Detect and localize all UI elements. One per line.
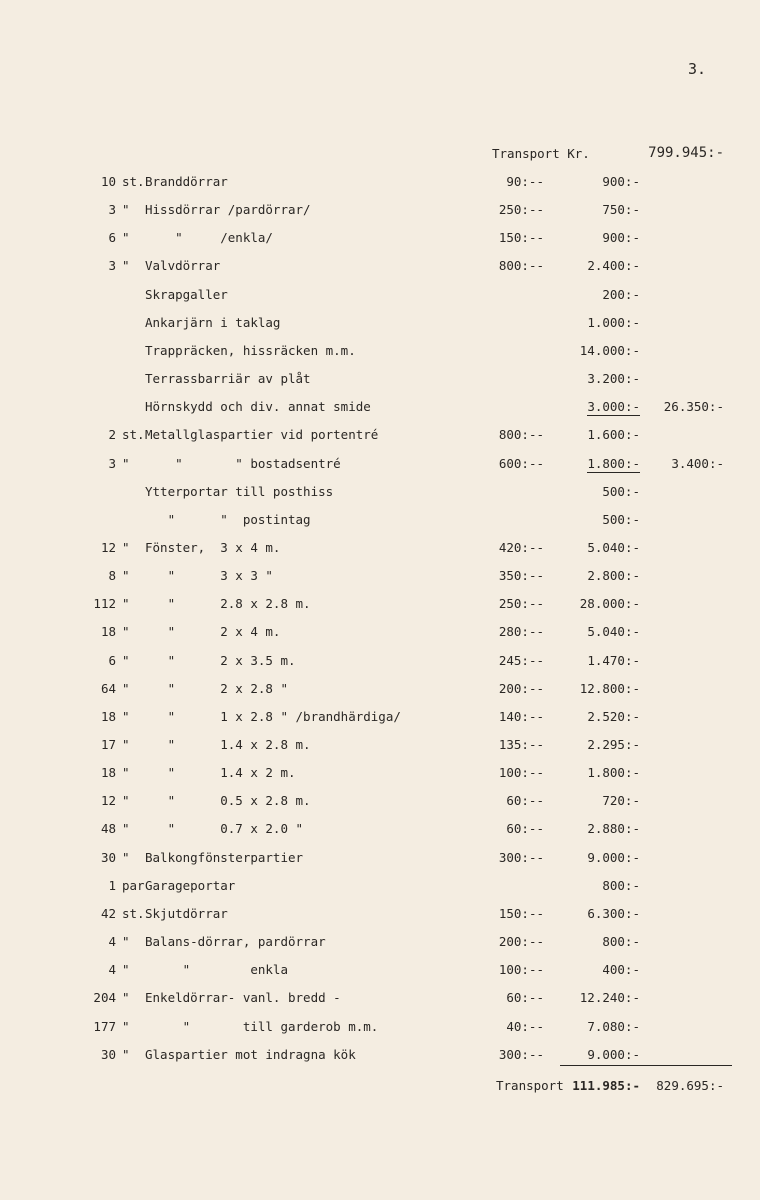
line-item-unit-price: 60:-- bbox=[506, 990, 544, 1005]
line-item-quantity: 3 bbox=[108, 258, 116, 273]
line-item-unit: st. bbox=[122, 906, 145, 921]
line-item-unit: " bbox=[122, 850, 130, 865]
line-item-quantity: 17 bbox=[100, 737, 116, 752]
line-item-unit: " bbox=[122, 821, 130, 836]
line-item-description: " 3 x 3 " bbox=[145, 568, 273, 583]
line-item-unit-price: 60:-- bbox=[506, 821, 544, 836]
line-item-quantity: 10 bbox=[100, 174, 116, 189]
line-item-row bbox=[0, 624, 760, 646]
line-item-row bbox=[0, 934, 760, 956]
line-item-total: 5.040:- bbox=[587, 624, 640, 639]
transport-header-amount: 799.945:- bbox=[648, 145, 724, 161]
line-item-row bbox=[0, 653, 760, 675]
line-item-quantity: 8 bbox=[108, 568, 116, 583]
line-item-row bbox=[0, 484, 760, 506]
line-item-row bbox=[0, 1019, 760, 1041]
line-item-unit-price: 800:-- bbox=[498, 427, 544, 442]
line-item-subtotal: 26.350:- bbox=[663, 399, 724, 414]
line-item-subtotal: 3.400:- bbox=[671, 456, 724, 471]
line-item-unit-price: 135:-- bbox=[498, 737, 544, 752]
line-item-total: 1.000:- bbox=[587, 315, 640, 330]
line-item-unit: " bbox=[122, 709, 130, 724]
line-item-quantity: 112 bbox=[93, 596, 116, 611]
line-item-unit-price: 200:-- bbox=[498, 934, 544, 949]
line-item-total: 1.800:- bbox=[587, 765, 640, 780]
line-item-unit-price: 245:-- bbox=[498, 653, 544, 668]
line-item-quantity: 48 bbox=[100, 821, 116, 836]
line-item-unit-price: 200:-- bbox=[498, 681, 544, 696]
line-item-total: 1.470:- bbox=[587, 653, 640, 668]
line-item-unit-price: 150:-- bbox=[498, 230, 544, 245]
line-item-row bbox=[0, 512, 760, 534]
line-item-row bbox=[0, 878, 760, 900]
line-item-description: " 0.7 x 2.0 " bbox=[145, 821, 304, 836]
line-item-description: Hissdörrar /pardörrar/ bbox=[145, 202, 311, 217]
line-item-row bbox=[0, 990, 760, 1012]
line-item-description: " 2.8 x 2.8 m. bbox=[145, 596, 311, 611]
line-item-description: " /enkla/ bbox=[145, 230, 273, 245]
line-item-total: 6.300:- bbox=[587, 906, 640, 921]
line-item-unit-price: 280:-- bbox=[498, 624, 544, 639]
line-item-unit-price: 100:-- bbox=[498, 765, 544, 780]
line-item-description: " 1.4 x 2 m. bbox=[145, 765, 296, 780]
line-item-unit: st. bbox=[122, 174, 145, 189]
line-item-unit-price: 600:-- bbox=[498, 456, 544, 471]
line-item-unit-price: 40:-- bbox=[506, 1019, 544, 1034]
line-item-row bbox=[0, 456, 760, 478]
line-item-description: Fönster, 3 x 4 m. bbox=[145, 540, 281, 555]
line-item-quantity: 3 bbox=[108, 456, 116, 471]
line-item-description: Ytterportar till posthiss bbox=[145, 484, 334, 499]
line-item-total: 500:- bbox=[602, 484, 640, 499]
line-item-total: 750:- bbox=[602, 202, 640, 217]
line-item-description: Enkeldörrar- vanl. bredd - bbox=[145, 990, 341, 1005]
line-item-unit: " bbox=[122, 765, 130, 780]
line-item-unit: " bbox=[122, 1047, 130, 1062]
line-item-unit: " bbox=[122, 1019, 130, 1034]
line-item-row bbox=[0, 174, 760, 196]
line-item-unit-price: 300:-- bbox=[498, 1047, 544, 1062]
line-item-total: 14.000:- bbox=[579, 343, 640, 358]
line-item-description: " " postintag bbox=[145, 512, 311, 527]
line-item-description: Skrapgaller bbox=[145, 287, 228, 302]
line-item-description: Balkongfönsterpartier bbox=[145, 850, 304, 865]
line-item-description: " 2 x 3.5 m. bbox=[145, 653, 296, 668]
line-item-quantity: 6 bbox=[108, 230, 116, 245]
line-item-row bbox=[0, 962, 760, 984]
line-item-total: 200:- bbox=[602, 287, 640, 302]
line-item-total: 1.600:- bbox=[587, 427, 640, 442]
line-item-total: 2.295:- bbox=[587, 737, 640, 752]
line-item-row bbox=[0, 371, 760, 393]
line-item-total: 5.040:- bbox=[587, 540, 640, 555]
line-item-quantity: 3 bbox=[108, 202, 116, 217]
line-item-unit: " bbox=[122, 258, 130, 273]
line-item-row bbox=[0, 399, 760, 421]
line-item-unit: " bbox=[122, 793, 130, 808]
line-item-quantity: 30 bbox=[100, 1047, 116, 1062]
transport-footer-amount: 111.985:- bbox=[572, 1078, 640, 1093]
transport-header-label: Transport Kr. bbox=[492, 146, 590, 161]
line-item-unit-price: 60:-- bbox=[506, 793, 544, 808]
line-item-total: 800:- bbox=[602, 878, 640, 893]
line-item-row bbox=[0, 737, 760, 759]
line-item-row bbox=[0, 765, 760, 787]
line-item-row bbox=[0, 427, 760, 449]
line-item-quantity: 30 bbox=[100, 850, 116, 865]
line-item-description: Trappräcken, hissräcken m.m. bbox=[145, 343, 356, 358]
line-item-quantity: 12 bbox=[100, 540, 116, 555]
line-item-total: 12.240:- bbox=[579, 990, 640, 1005]
line-item-row bbox=[0, 202, 760, 224]
line-item-quantity: 1 bbox=[108, 878, 116, 893]
transport-footer-subtotal: 829.695:- bbox=[656, 1078, 724, 1093]
line-item-unit: " bbox=[122, 653, 130, 668]
line-item-quantity: 18 bbox=[100, 765, 116, 780]
line-item-quantity: 2 bbox=[108, 427, 116, 442]
line-item-description: Balans-dörrar, pardörrar bbox=[145, 934, 326, 949]
transport-footer-label: Transport bbox=[496, 1078, 564, 1093]
line-item-total: 2.400:- bbox=[587, 258, 640, 273]
line-item-row bbox=[0, 793, 760, 815]
line-item-row bbox=[0, 230, 760, 252]
line-item-description: " 2 x 2.8 " bbox=[145, 681, 288, 696]
line-item-unit-price: 140:-- bbox=[498, 709, 544, 724]
transport-header-row bbox=[0, 146, 760, 168]
line-item-row bbox=[0, 343, 760, 365]
line-item-total: 1.800:- bbox=[587, 456, 640, 471]
line-item-unit: " bbox=[122, 681, 130, 696]
line-item-unit: " bbox=[122, 456, 130, 471]
sum-underline bbox=[560, 1065, 732, 1066]
line-item-total: 7.080:- bbox=[587, 1019, 640, 1034]
line-item-description: " " bostadsentré bbox=[145, 456, 341, 471]
line-item-description: Ankarjärn i taklag bbox=[145, 315, 281, 330]
line-item-unit-price: 420:-- bbox=[498, 540, 544, 555]
line-item-total: 500:- bbox=[602, 512, 640, 527]
line-item-quantity: 204 bbox=[93, 990, 116, 1005]
line-item-unit-price: 250:-- bbox=[498, 596, 544, 611]
line-item-unit-price: 300:-- bbox=[498, 850, 544, 865]
transport-footer-row bbox=[0, 1078, 760, 1100]
line-item-description: " 2 x 4 m. bbox=[145, 624, 281, 639]
line-item-unit: " bbox=[122, 230, 130, 245]
line-item-row bbox=[0, 1047, 760, 1069]
line-item-unit: st. bbox=[122, 427, 145, 442]
line-item-description: " 1 x 2.8 " /brandhärdiga/ bbox=[145, 709, 401, 724]
line-item-unit-price: 90:-- bbox=[506, 174, 544, 189]
line-item-unit-price: 100:-- bbox=[498, 962, 544, 977]
line-item-total: 2.880:- bbox=[587, 821, 640, 836]
line-item-quantity: 18 bbox=[100, 709, 116, 724]
line-item-unit: " bbox=[122, 990, 130, 1005]
line-item-row bbox=[0, 821, 760, 843]
page-number: 3. bbox=[688, 60, 707, 78]
line-item-description: " till garderob m.m. bbox=[145, 1019, 379, 1034]
line-item-unit: " bbox=[122, 568, 130, 583]
line-item-total: 2.800:- bbox=[587, 568, 640, 583]
line-item-row bbox=[0, 681, 760, 703]
line-item-quantity: 12 bbox=[100, 793, 116, 808]
line-item-unit: " bbox=[122, 737, 130, 752]
line-item-unit-price: 350:-- bbox=[498, 568, 544, 583]
line-item-quantity: 177 bbox=[93, 1019, 116, 1034]
line-item-row bbox=[0, 568, 760, 590]
line-item-unit: " bbox=[122, 962, 130, 977]
line-item-unit: " bbox=[122, 202, 130, 217]
line-item-quantity: 4 bbox=[108, 934, 116, 949]
line-item-description: Branddörrar bbox=[145, 174, 228, 189]
line-item-total: 2.520:- bbox=[587, 709, 640, 724]
line-item-unit: " bbox=[122, 624, 130, 639]
line-item-quantity: 18 bbox=[100, 624, 116, 639]
line-item-total: 800:- bbox=[602, 934, 640, 949]
line-item-quantity: 4 bbox=[108, 962, 116, 977]
line-item-row bbox=[0, 315, 760, 337]
line-item-row bbox=[0, 596, 760, 618]
line-item-unit-price: 150:-- bbox=[498, 906, 544, 921]
line-item-quantity: 6 bbox=[108, 653, 116, 668]
line-item-unit: " bbox=[122, 596, 130, 611]
line-item-total: 900:- bbox=[602, 230, 640, 245]
line-item-total: 400:- bbox=[602, 962, 640, 977]
line-item-description: " 0.5 x 2.8 m. bbox=[145, 793, 311, 808]
line-item-row bbox=[0, 287, 760, 309]
line-item-description: " 1.4 x 2.8 m. bbox=[145, 737, 311, 752]
line-item-description: Glaspartier mot indragna kök bbox=[145, 1047, 356, 1062]
line-item-total: 720:- bbox=[602, 793, 640, 808]
line-item-unit-price: 250:-- bbox=[498, 202, 544, 217]
line-item-description: Garageportar bbox=[145, 878, 236, 893]
line-item-unit: " bbox=[122, 540, 130, 555]
line-item-total: 3.200:- bbox=[587, 371, 640, 386]
line-item-total: 12.800:- bbox=[579, 681, 640, 696]
line-item-description: Metallglaspartier vid portentré bbox=[145, 427, 379, 442]
line-item-description: Terrassbarriär av plåt bbox=[145, 371, 311, 386]
line-item-quantity: 42 bbox=[100, 906, 116, 921]
line-item-row bbox=[0, 709, 760, 731]
line-item-row bbox=[0, 258, 760, 280]
line-item-total: 9.000:- bbox=[587, 850, 640, 865]
line-item-unit: par bbox=[122, 878, 145, 893]
line-item-total: 9.000:- bbox=[587, 1047, 640, 1062]
line-item-row bbox=[0, 540, 760, 562]
line-item-total: 3.000:- bbox=[587, 399, 640, 414]
line-item-unit: " bbox=[122, 934, 130, 949]
line-item-row bbox=[0, 850, 760, 872]
line-item-unit-price: 800:-- bbox=[498, 258, 544, 273]
line-item-quantity: 64 bbox=[100, 681, 116, 696]
line-item-row bbox=[0, 906, 760, 928]
line-item-description: Skjutdörrar bbox=[145, 906, 228, 921]
line-item-description: " enkla bbox=[145, 962, 288, 977]
line-item-total: 28.000:- bbox=[579, 596, 640, 611]
line-item-description: Hörnskydd och div. annat smide bbox=[145, 399, 371, 414]
line-item-total: 900:- bbox=[602, 174, 640, 189]
line-item-description: Valvdörrar bbox=[145, 258, 221, 273]
